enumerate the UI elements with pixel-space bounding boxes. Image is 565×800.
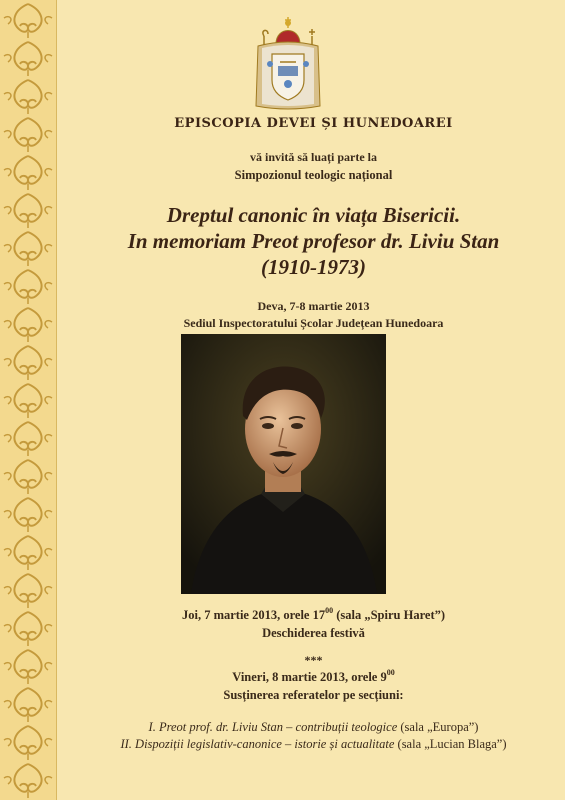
day2-schedule (62, 670, 565, 685)
ornament-pattern (0, 0, 56, 800)
day1-event: Deschiderea festivă (262, 626, 365, 640)
invitation-content (62, 0, 565, 800)
section-title: I. Preot prof. dr. Liviu Stan – contribuții teologice (148, 720, 398, 734)
section-item (62, 720, 565, 735)
day1-time-minutes: 00 (325, 606, 334, 615)
title-years: (1910-1973) (261, 255, 366, 279)
title-line-1: Dreptul canonic în viața Bisericii. (166, 203, 461, 227)
separator: *** (304, 653, 323, 667)
portrait-image (181, 334, 386, 594)
section-item (62, 737, 565, 752)
day2-event: Susținerea referatelor pe secțiuni: (223, 688, 404, 702)
section-hall: (sala „Europa”) (397, 720, 479, 734)
section-title: II. Dispoziții legislativ-canonice – istorie și actualitate (120, 737, 395, 751)
day2-time-minutes: 00 (386, 668, 395, 677)
day1-schedule (62, 608, 565, 623)
place-date: Deva, 7-8 martie 2013 (257, 299, 370, 313)
section-hall: (sala „Lucian Blaga”) (394, 737, 507, 751)
invite-line: vă invită să luați parte la (249, 150, 377, 164)
title-line-2: In memoriam Preot profesor dr. Liviu Stan (127, 229, 500, 253)
decorative-border (0, 0, 57, 800)
day2-date: Vineri, 8 martie 2013, orele 9 (232, 670, 387, 684)
episcopal-crest-icon (240, 14, 336, 114)
day1-hall: (sala „Spiru Haret”) (333, 608, 446, 622)
symposium-name: Simpozionul teologic național (234, 168, 393, 182)
venue-location: Sediul Inspectoratului Școlar Județean Hunedoara (183, 316, 444, 330)
organization-name: EPISCOPIA DEVEI ȘI HUNEDOAREI (174, 116, 453, 131)
day1-date: Joi, 7 martie 2013, orele 17 (181, 608, 326, 622)
